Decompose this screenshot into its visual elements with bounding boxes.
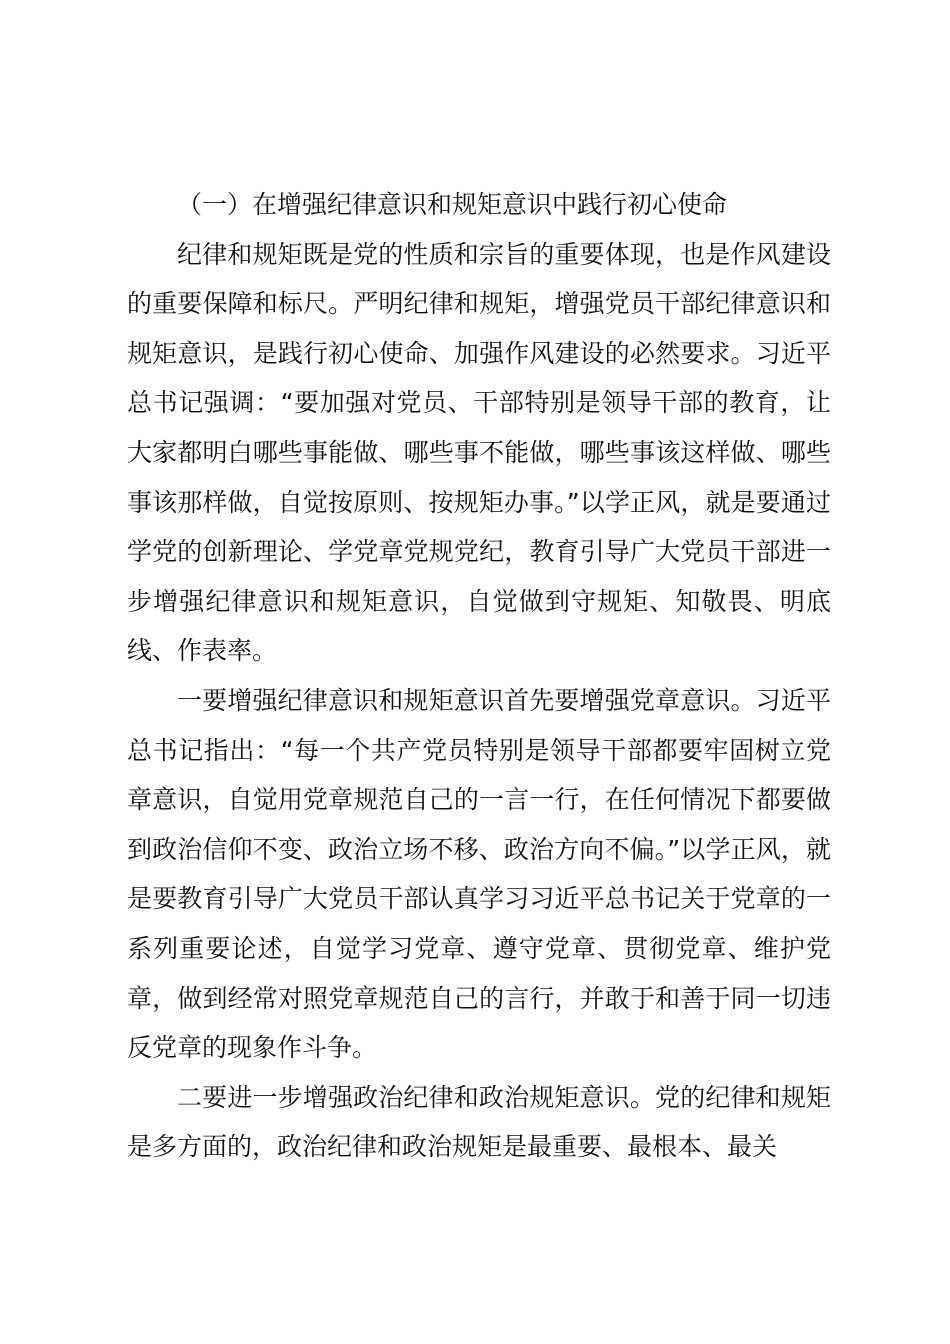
paragraph-political-discipline: 二要进一步增强政治纪律和政治规矩意识。党的纪律和规矩是多方面的，政治纪律和政治规矩是最重要、最根本、最关 [127,1082,831,1162]
document-body [127,180,831,1172]
paragraph-party-constitution: 一要增强纪律意识和规矩意识首先要增强党章意识。习近平总书记指出：“每一个共产党员特别是领导干部都要牢固树立党章意识，自觉用党章规范自己的一言一行，在任何情况下都要做到政治信仰不变、政治立场不移、政治方向不偏。”以学正风，就是要教育引导广大党员干部认真学习习近平总书记关于党章的一系列重要论述，自觉学习党章、遵守党章、贯彻党章、维护党章，做到经常对照党章规范自己的言行，并敢于和善于同一切违反党章的现象作斗争。 [127,685,831,1063]
section-heading: （一）在增强纪律意识和规矩意识中践行初心使命 [177,190,728,219]
paragraph-discipline-intro: 纪律和规矩既是党的性质和宗旨的重要体现，也是作风建设的重要保障和标尺。严明纪律和规矩，增强党员干部纪律意识和规矩意识，是践行初心使命、加强作风建设的必然要求。习近平总书记强调：“要加强对党员、干部特别是领导干部的教育，让大家都明白哪些事能做、哪些事不能做，哪些事该这样做、哪些事该那样做，自觉按原则、按规矩办事。”以学正风，就是要通过学党的创新理论、学党章党规党纪，教育引导广大党员干部进一步增强纪律意识和规矩意识，自觉做到守规矩、知敬畏、明底线、作表率。 [127,239,831,666]
